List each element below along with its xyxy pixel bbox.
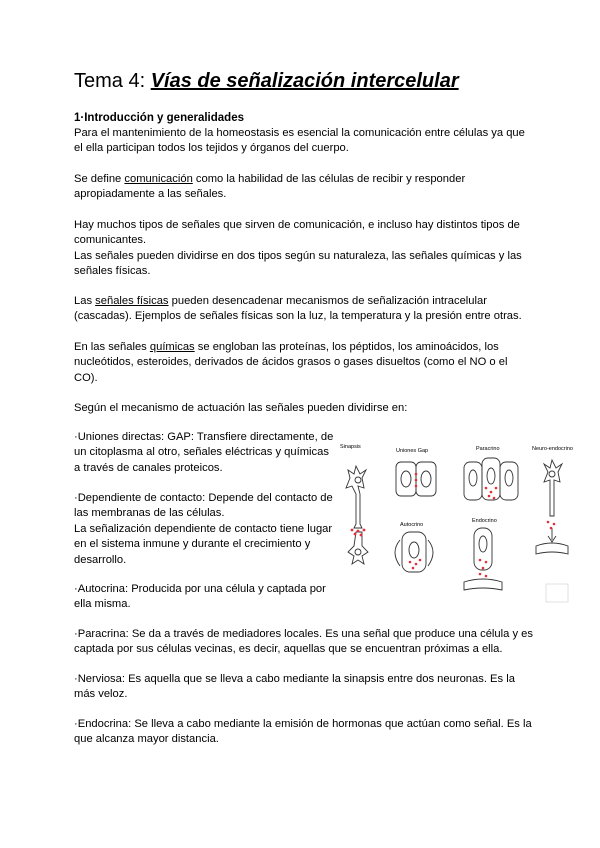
item-nerviosa: ·Nerviosa: Es aquella que se lleva a cabo mediante la sinapsis entre dos neuronas. Es la más veloz. bbox=[74, 673, 515, 701]
autocrine-diagram bbox=[395, 532, 433, 572]
neuroendocrine-diagram bbox=[536, 460, 568, 602]
label-autocrino: Autocrino bbox=[400, 522, 424, 528]
text-line: Hay muchos tipos de señales que sirven de comunicación, e incluso hay distintos tipos de comunicantes. bbox=[74, 219, 520, 247]
paracrine-diagram bbox=[464, 458, 518, 500]
text-line: ·Dependiente de contacto: Depende del contacto de las membranas de las células. bbox=[74, 492, 333, 520]
text-span: Se define bbox=[74, 173, 125, 185]
gap-junction-diagram bbox=[396, 462, 436, 496]
text-span: Las bbox=[74, 295, 96, 307]
label-neuroendocrino: Neuro-endocrino bbox=[532, 446, 573, 452]
section-heading: 1·Introducción y generalidades bbox=[74, 112, 244, 124]
text-span: En las señales bbox=[74, 341, 150, 353]
endocrine-diagram bbox=[464, 528, 502, 590]
text-span: pueden desencadenar mecanismos de señalización intracelular (cascadas). Ejemplos de señales físicas son la luz, la temperatura y la presión entre otras. bbox=[74, 295, 522, 323]
signaling-types-figure bbox=[334, 436, 574, 608]
term-senales-fisicas: señales físicas bbox=[95, 295, 169, 307]
text-line: La señalización dependiente de contacto tiene lugar en el sistema inmune y durante el crecimiento y desarrollo. bbox=[74, 522, 333, 566]
item-contacto bbox=[74, 491, 334, 568]
paragraph-definition bbox=[74, 172, 534, 203]
page-title bbox=[74, 70, 459, 93]
text-line: Las señales pueden dividirse en dos tipos según su naturaleza, las señales químicas y las señales físicas. bbox=[74, 249, 522, 278]
text-span: se engloban las proteínas, los péptidos, los aminoácidos, los nucleótidos, esteroides, derivados de ácidos grasos o gases disueltos (como el NO o el CO). bbox=[74, 341, 508, 384]
title-main: Vías de señalización intercelular bbox=[150, 70, 459, 92]
label-uniones-gap: Uniones Gap bbox=[396, 448, 429, 454]
item-autocrina: ·Autocrina: Producida por una célula y captada por ella misma. bbox=[74, 583, 326, 611]
paragraph-chemical bbox=[74, 340, 534, 386]
title-prefix: Tema 4: bbox=[74, 70, 151, 92]
paragraph-homeostasis: Para el mantenimiento de la homeostasis es esencial la comunicación entre células ya que el ella participan todos los tejidos y órganos del cuerpo. bbox=[74, 127, 525, 155]
text-span: como la habilidad de las células de recibir y responder apropiadamente a las señales. bbox=[74, 173, 466, 201]
paragraph-mechanism: Según el mecanismo de actuación las señales pueden dividirse en: bbox=[74, 402, 408, 414]
item-paracrina: ·Paracrina: Se da a través de mediadores locales. Es una señal que produce una célula y es captada por sus células vecinas, es decir, aquellas que se encuentran próximas a ella. bbox=[74, 628, 533, 656]
item-uniones-directas: ·Uniones directas: GAP: Transfiere directamente, de un citoplasma al otro, señales eléctricas y químicas a través de canales proteicos. bbox=[74, 431, 334, 474]
label-paracrino: Paracrino bbox=[476, 446, 500, 452]
sinapsis-diagram bbox=[346, 466, 368, 564]
item-endocrina: ·Endocrina: Se lleva a cabo mediante la emisión de hormonas que actúan como señal. Es la que alcanza mayor distancia. bbox=[74, 718, 532, 746]
label-endocrino: Endocrino bbox=[472, 518, 497, 524]
term-quimicas: químicas bbox=[149, 341, 195, 353]
term-comunicacion: comunicación bbox=[124, 173, 193, 185]
label-sinapsis: Sinapsis bbox=[340, 444, 361, 450]
paragraph-types bbox=[74, 218, 534, 280]
paragraph-physical bbox=[74, 294, 534, 325]
